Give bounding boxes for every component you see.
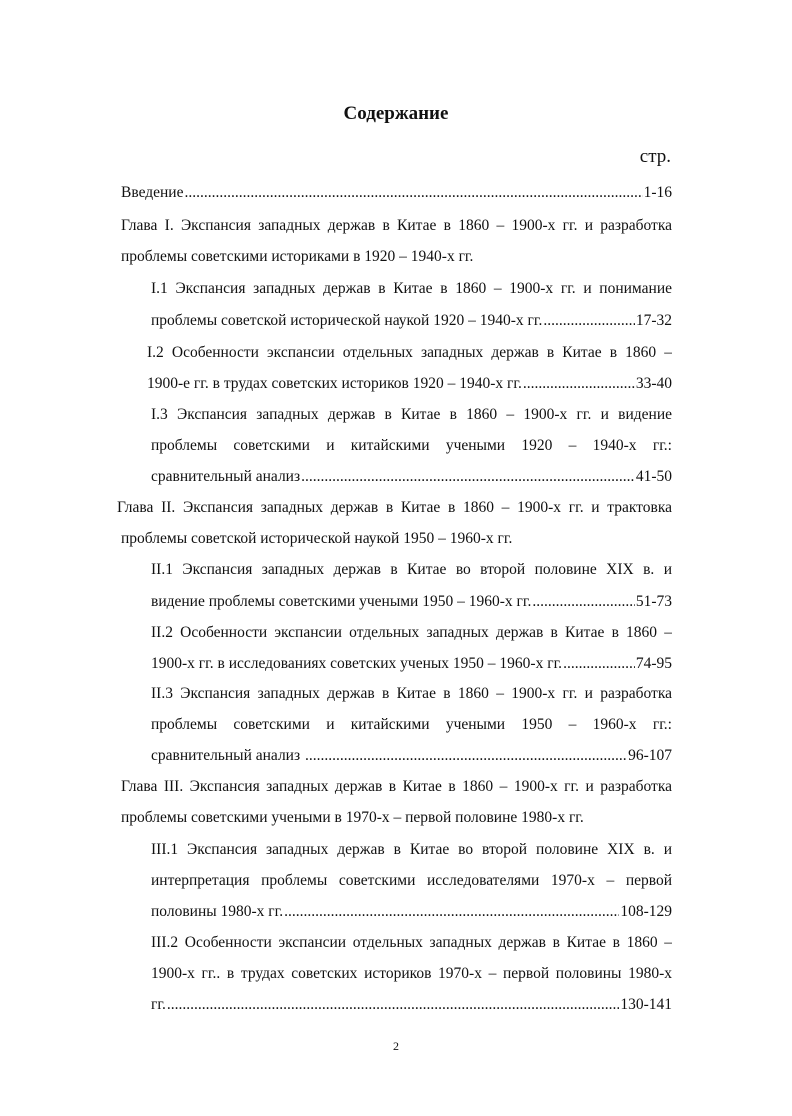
page-number: 2 <box>393 1039 399 1053</box>
toc-entry-line: проблемы советской исторической наукой 1950 – 1960-х гг. <box>121 530 513 547</box>
toc-entry-last-line <box>151 995 672 1015</box>
toc-entry-pages: 96-107 <box>628 747 672 764</box>
toc-entry-text: 1900-е гг. в трудах советских историков 1920 – 1940-х гг. <box>147 375 522 392</box>
toc-entry-line: 1900-х гг.. в трудах советских историков 1970-х – первой половины 1980-х <box>151 965 672 982</box>
toc-entry-line: проблемы советскими историками в 1920 – 1940-х гг. <box>121 248 474 265</box>
toc-entry-text: 1900-х гг. в исследованиях советских ученых 1950 – 1960-х гг. <box>151 655 563 672</box>
toc-entry-line: II.3 Экспансия западных держав в Китае в 1860 – 1900-х гг. и разработка <box>151 685 672 702</box>
toc-entry-last-line <box>147 374 672 394</box>
dot-leader <box>563 654 635 674</box>
toc-entry-introduction[interactable] <box>121 183 672 203</box>
dot-leader <box>523 374 635 394</box>
toc-entry-text: сравнительный анализ <box>151 468 301 485</box>
toc-entry-line: II.2 Особенности экспансии отдельных западных держав в Китае в 1860 – <box>151 624 672 641</box>
toc-entry-pages: 74-95 <box>635 655 672 672</box>
toc-entry-pages: 130-141 <box>620 996 672 1013</box>
page-column-label: стр. <box>639 146 671 167</box>
toc-entry-line: III.1 Экспансия западных держав в Китае во второй половине XIX в. и <box>151 841 672 858</box>
toc-entry-line: проблемы советскими учеными в 1970-х – первой половине 1980-х гг. <box>121 809 584 826</box>
page-title: Содержание <box>343 103 449 124</box>
dot-leader <box>543 311 635 331</box>
toc-entry-line: Глава I. Экспансия западных держав в Китае в 1860 – 1900-х гг. и разработка <box>121 217 672 234</box>
toc-entry-pages: 41-50 <box>635 468 672 485</box>
toc-entry-text: гг. <box>151 996 166 1013</box>
toc-entry-text: проблемы советской исторической наукой 1920 – 1940-х гг. <box>151 312 543 329</box>
dot-leader <box>532 592 634 612</box>
toc-entry-last-line <box>151 902 672 922</box>
toc-entry-line: проблемы советскими и китайскими учеными 1920 – 1940-х гг.: <box>151 437 672 454</box>
toc-entry-last-line <box>151 654 672 674</box>
toc-entry-text: видение проблемы советскими учеными 1950 – 1960-х гг. <box>151 593 532 610</box>
dot-leader <box>284 902 619 922</box>
toc-entry-line: Глава II. Экспансия западных держав в Китае в 1860 – 1900-х гг. и трактовка <box>117 499 672 516</box>
toc-entry-text: Введение <box>121 184 184 201</box>
toc-entry-line: I.2 Особенности экспансии отдельных западных держав в Китае в 1860 – <box>147 344 672 361</box>
toc-entry-last-line <box>151 592 672 612</box>
toc-entry-line: I.1 Экспансия западных держав в Китае в 1860 – 1900-х гг. и понимание <box>151 280 672 297</box>
toc-entry-line: II.1 Экспансия западных держав в Китае во второй половине XIX в. и <box>151 561 672 578</box>
dot-leader <box>305 746 627 766</box>
toc-entry-line: I.3 Экспансия западных держав в Китае в 1860 – 1900-х гг. и видение <box>151 406 672 423</box>
toc-entry-last-line <box>151 311 672 331</box>
toc-entry-pages: 1-16 <box>643 184 672 201</box>
toc-entry-text: половины 1980-х гг. <box>151 903 284 920</box>
toc-entry-line: интерпретация проблемы советскими исследователями 1970-х – первой <box>151 872 672 889</box>
toc-entry-last-line <box>151 746 672 766</box>
toc-entry-line: III.2 Особенности экспансии отдельных западных держав в Китае в 1860 – <box>151 934 672 951</box>
toc-entry-line: проблемы советскими и китайскими учеными 1950 – 1960-х гг.: <box>151 716 672 733</box>
toc-entry-text: сравнительный анализ <box>151 747 304 764</box>
toc-entry-last-line <box>151 467 672 487</box>
toc-entry-line: Глава III. Экспансия западных держав в Китае в 1860 – 1900-х гг. и разработка <box>121 778 672 795</box>
toc-entry-pages: 108-129 <box>620 903 672 920</box>
dot-leader <box>301 467 635 487</box>
toc-entry-pages: 51-73 <box>635 593 672 610</box>
dot-leader <box>184 183 642 203</box>
toc-entry-pages: 33-40 <box>635 375 672 392</box>
toc-entry-pages: 17-32 <box>635 312 672 329</box>
dot-leader <box>167 995 619 1015</box>
